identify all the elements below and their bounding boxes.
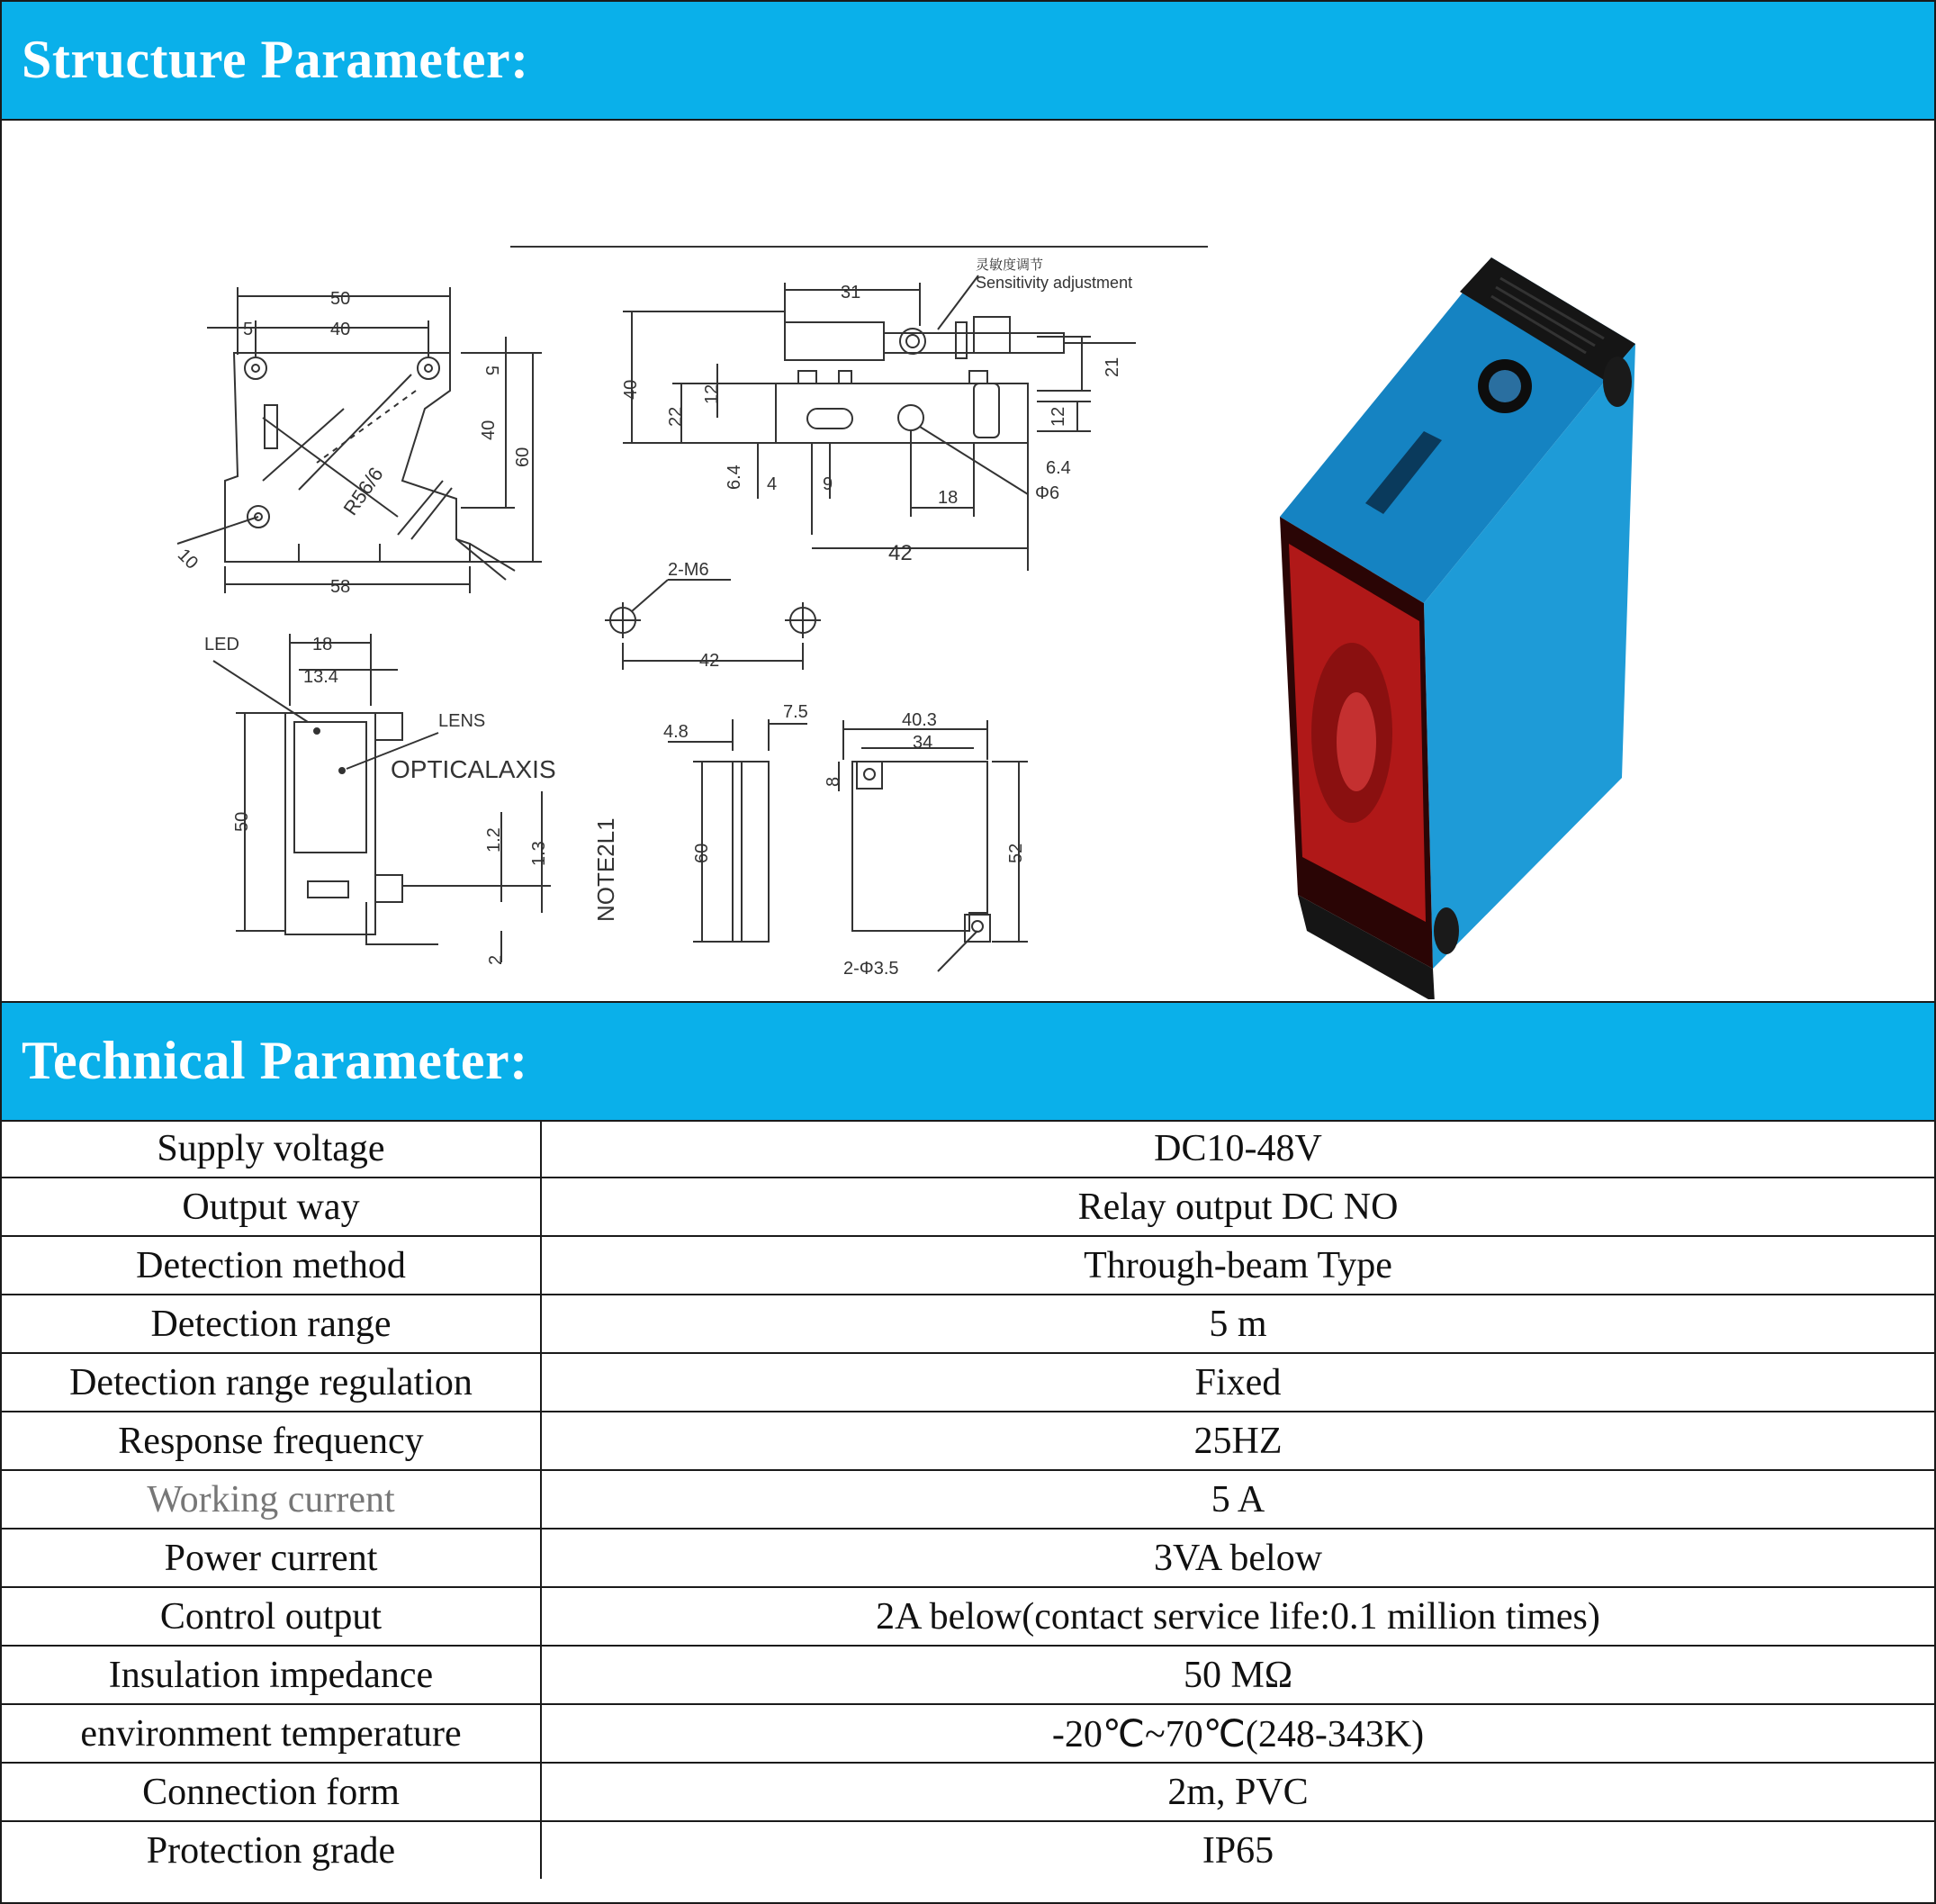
param-value: Relay output DC NO (541, 1178, 1934, 1236)
dim-label: 1.2 (484, 827, 504, 853)
param-label: Insulation impedance (2, 1646, 541, 1704)
dim-label: OPTICALAXIS (391, 755, 556, 783)
table-row (2, 1763, 1934, 1821)
technical-parameter-title: Technical Parameter: (22, 1031, 528, 1090)
dim-label: R56/6 (338, 463, 388, 519)
dim-label: 40.3 (902, 710, 937, 730)
dim-label: 4.8 (663, 722, 689, 742)
dim-label: 6.4 (1046, 458, 1071, 478)
dim-label: 60 (692, 843, 712, 863)
param-label: environment temperature (2, 1704, 541, 1763)
bottom-middle-view (668, 719, 807, 942)
param-value: 5 m (541, 1295, 1934, 1353)
bottom-left-view (213, 634, 551, 962)
dim-label: 22 (666, 406, 686, 427)
param-value: 5 A (541, 1470, 1934, 1529)
table-row (2, 1295, 1934, 1353)
structure-figure (2, 121, 1934, 999)
dim-label: 1.3 (529, 841, 549, 866)
table-row (2, 1353, 1934, 1412)
dim-label: 5 (482, 365, 501, 376)
dim-label: 12 (1049, 406, 1068, 427)
param-value: 2m, PVC (541, 1763, 1934, 1821)
dim-label: 13.4 (303, 667, 338, 687)
dim-label: 50 (330, 289, 351, 309)
dim-label: 9 (823, 474, 833, 494)
dim-label: 42 (888, 541, 913, 565)
param-value: DC10-48V (541, 1120, 1934, 1178)
dim-label: 10 (173, 545, 203, 573)
param-value: 25HZ (541, 1412, 1934, 1470)
param-value: Fixed (541, 1353, 1934, 1412)
label-sensitivity-en: Sensitivity adjustment (976, 274, 1133, 292)
param-label: Supply voltage (2, 1120, 541, 1178)
bottom-right-view (839, 720, 1028, 971)
param-label: Power current (2, 1529, 541, 1587)
dim-label: Φ6 (1035, 483, 1060, 503)
param-label: Detection range (2, 1295, 541, 1353)
dim-label: 58 (330, 577, 351, 597)
param-label: Protection grade (2, 1821, 541, 1879)
param-label: Detection method (2, 1236, 541, 1295)
table-row (2, 1587, 1934, 1646)
dim-label: 7.5 (783, 702, 808, 722)
structure-parameter-banner (2, 2, 1934, 121)
param-label: Working current (2, 1470, 541, 1529)
technical-parameter-banner (2, 1001, 1934, 1122)
dim-label: 34 (913, 733, 933, 753)
table-row (2, 1529, 1934, 1587)
table-row (2, 1178, 1934, 1236)
param-label: Response frequency (2, 1412, 541, 1470)
param-label: Control output (2, 1587, 541, 1646)
technical-parameter-table (2, 1120, 1934, 1879)
dim-label: 4 (767, 474, 778, 494)
table-row (2, 1821, 1934, 1879)
dim-label: 60 (513, 447, 533, 467)
table-row (2, 1646, 1934, 1704)
dim-label: LENS (438, 711, 486, 731)
param-label: Output way (2, 1178, 541, 1236)
param-value: 2A below(contact service life:0.1 million times) (541, 1587, 1934, 1646)
dim-label: 18 (938, 488, 959, 508)
dim-label: 18 (312, 635, 333, 654)
dim-label: 40 (621, 379, 641, 400)
dim-label: 52 (1006, 843, 1026, 863)
dim-label: 40 (330, 320, 351, 339)
dim-label: 2-Φ3.5 (843, 959, 899, 979)
dim-label: 21 (1103, 356, 1122, 377)
dim-label: 5 (243, 320, 254, 339)
table-row (2, 1236, 1934, 1295)
dim-label: 2-M6 (668, 560, 709, 580)
dim-label: 12 (702, 384, 722, 404)
dim-label: 8 (824, 776, 843, 787)
table-row (2, 1120, 1934, 1178)
param-value: IP65 (541, 1821, 1934, 1879)
table-row (2, 1470, 1934, 1529)
param-value: 50 MΩ (541, 1646, 1934, 1704)
dim-label: 2 (486, 954, 506, 965)
label-sensitivity-cn: 灵敏度调节 (976, 257, 1044, 273)
param-label: Detection range regulation (2, 1353, 541, 1412)
technical-drawing (2, 121, 1934, 999)
dim-label: NOTE2L1 (592, 817, 619, 922)
table-row (2, 1412, 1934, 1470)
structure-parameter-title: Structure Parameter: (22, 30, 529, 89)
param-value: 3VA below (541, 1529, 1934, 1587)
dim-label: 42 (699, 651, 720, 671)
dim-label: 6.4 (725, 465, 744, 490)
dim-label: LED (204, 635, 239, 654)
param-label: Connection form (2, 1763, 541, 1821)
dim-label: 50 (232, 811, 252, 832)
table-row (2, 1704, 1934, 1763)
dim-label: 40 (479, 420, 499, 440)
param-value: Through-beam Type (541, 1236, 1934, 1295)
dim-label: 31 (841, 283, 861, 302)
param-value: -20℃~70℃(248-343K) (541, 1704, 1934, 1763)
sensor-product-image (1280, 257, 1635, 999)
